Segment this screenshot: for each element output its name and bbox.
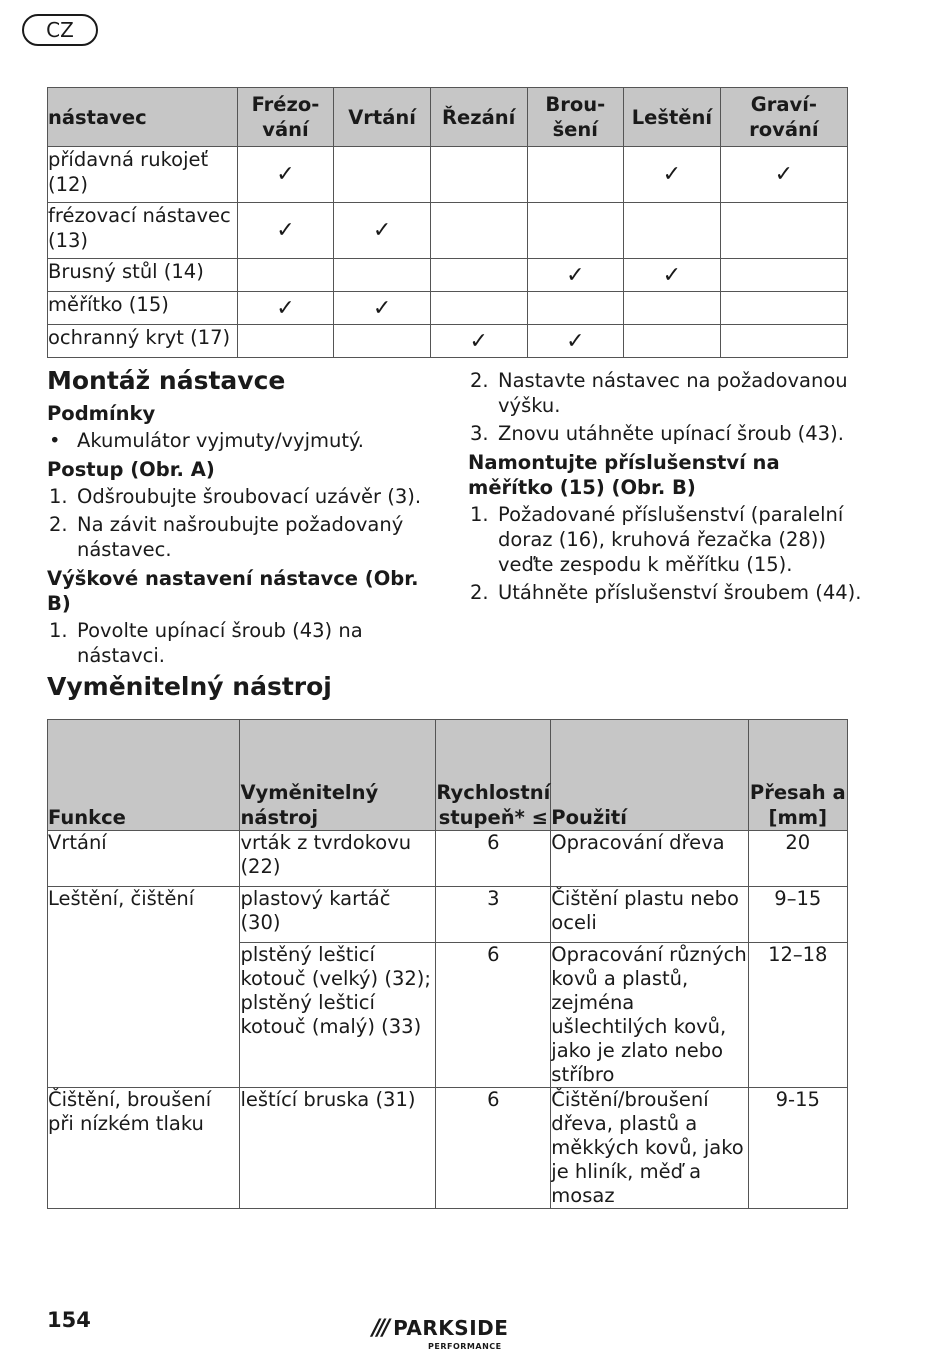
row-name: ochranný kryt (17) [48,325,238,358]
logo-brand-sub: PERFORMANCE [428,1342,502,1351]
list-number: 1. [49,619,68,642]
check-cell [624,325,721,358]
cell-pouziti: Čištění plastu nebo oceli [551,887,748,943]
cell-funkce: Čištění, broušení při nízkém tlaku [48,1088,240,1209]
header-frezovani-l2: vání [262,118,309,141]
list-item [468,580,868,605]
cell-pouziti: Čištění/broušení dřeva, plastů a měkkých kovů, jako je hliník, měď a mosaz [551,1088,748,1209]
list-item [47,512,447,562]
check-cell [430,259,527,292]
check-cell: ✓ [720,147,847,203]
check-cell: ✓ [624,259,721,292]
list-number: 1. [470,503,489,526]
row-name: frézovací nástavec (13) [48,203,238,259]
check-cell [720,292,847,325]
row-name: měřítko (15) [48,292,238,325]
accessory-table-header [48,88,848,147]
header-presah: Přesah a [mm] [748,720,847,831]
cell-stupen: 3 [436,887,551,943]
page-number: 154 [47,1308,91,1332]
row-name: Brusný stůl (14) [48,259,238,292]
list-item [47,618,447,668]
check-cell [624,292,721,325]
table-row [48,831,848,887]
cell-presah: 12–18 [748,943,847,1088]
parkside-logo [372,1316,509,1351]
check-cell [527,292,623,325]
check-cell: ✓ [334,292,431,325]
table-row [48,147,848,203]
check-cell: ✓ [237,292,334,325]
cell-stupen: 6 [436,943,551,1088]
list-item-text: Požadované příslušenství (paralelní doraz (16), kruhová řezačka (28)) veďte zespodu k měřítku (15). [498,503,844,576]
header-lesteni: Leštění [624,88,721,147]
check-cell [430,147,527,203]
vyska-title: Výškové nastavení nástavce (Obr. B) [47,567,419,615]
list-number: 3. [470,422,489,445]
header-frezovani-l1: Frézo- [251,93,320,116]
check-cell [624,203,721,259]
table-row [48,887,848,943]
header-stupen: Rychlostní stupeň* ≤ [436,720,551,831]
header-gravirovani-l1: Graví- [750,93,818,116]
table-row [48,203,848,259]
list-item-text: Utáhněte příslušenství šroubem (44). [498,581,862,604]
check-cell [720,325,847,358]
check-cell: ✓ [430,325,527,358]
tools-table-header [48,720,848,831]
check-cell [237,259,334,292]
row-name: přídavná rukojeť (12) [48,147,238,203]
vyska-list-continued [468,368,868,446]
list-number: 1. [49,485,68,508]
list-number: 2. [470,369,489,392]
list-item [47,428,447,453]
cell-nastroj: vrták z tvrdokovu (22) [240,831,436,887]
header-brouseni [527,88,623,147]
list-item-text: Akumulátor vyjmuty/vyjmutý. [77,429,364,452]
header-vrtani: Vrtání [334,88,431,147]
header-brouseni-l1: Brou- [545,93,606,116]
accessory-table [47,87,848,358]
cell-nastroj: leštící bruska (31) [240,1088,436,1209]
postup-title: Postup (Obr. A) [47,458,215,481]
cell-presah: 20 [748,831,847,887]
language-badge: CZ [22,14,98,46]
tools-table [47,719,848,1209]
podminky-title: Podmínky [47,402,156,425]
list-item-text: Nastavte nástavec na požadovanou výšku. [498,369,848,417]
list-item [47,484,447,509]
header-funkce: Funkce [48,720,240,831]
header-pouziti: Použití [551,720,748,831]
check-cell [720,203,847,259]
cell-presah: 9-15 [748,1088,847,1209]
cell-funkce: Vrtání [48,831,240,887]
montaz-left-column [47,368,447,671]
header-rezani: Řezání [430,88,527,147]
table-row [48,259,848,292]
check-cell: ✓ [237,203,334,259]
cell-pouziti: Opracování různých kovů a plastů, zejména ušlechtilých kovů, jako je zlato nebo stříbro [551,943,747,1086]
cell-nastroj: plstěný lešticí kotouč (velký) (32); plstěný lešticí kotouč (malý) (33) [240,943,436,1088]
header-brouseni-l2: šení [552,118,598,141]
table-row [48,325,848,358]
postup-list [47,484,447,562]
check-cell [237,325,334,358]
montaz-right-column [468,368,868,608]
header-frezovani [237,88,334,147]
list-item-text: Povolte upínací šroub (43) na nástavci. [77,619,363,667]
check-cell [334,259,431,292]
check-cell [527,203,623,259]
list-item-text: Odšroubujte šroubovací uzávěr (3). [77,485,422,508]
check-cell [334,325,431,358]
montaz-title: Montáž nástavce [47,366,286,395]
cell-stupen: 6 [436,831,551,887]
check-cell: ✓ [334,203,431,259]
list-number: 2. [49,513,68,536]
logo-brand: PARKSIDE [393,1316,509,1340]
meritko-title: Namontujte příslušenství na měřítko (15) (Obr. B) [468,451,780,499]
list-item [468,421,868,446]
check-cell [527,147,623,203]
check-cell [334,147,431,203]
header-gravirovani [720,88,847,147]
logo-stripes-icon: /// [372,1316,388,1341]
cell-pouziti: Opracování dřeva [551,831,748,887]
header-gravirovani-l2: rování [749,118,819,141]
list-item-text: Znovu utáhněte upínací šroub (43). [498,422,844,445]
list-item [468,502,868,577]
check-cell: ✓ [527,325,623,358]
table-row [48,292,848,325]
meritko-list [468,502,868,605]
check-cell [720,259,847,292]
table-row [48,1088,848,1209]
list-item [468,368,868,418]
check-cell: ✓ [624,147,721,203]
check-cell [430,203,527,259]
header-nastavec: nástavec [48,88,238,147]
podminky-list [47,428,447,453]
tools-section-title: Vyměnitelný nástroj [47,672,332,701]
list-number: 2. [470,581,489,604]
cell-nastroj: plastový kartáč (30) [240,887,436,943]
cell-funkce: Leštění, čištění [48,887,240,1088]
check-cell: ✓ [237,147,334,203]
list-item-text: Na závit našroubujte požadovaný nástavec. [77,513,404,561]
check-cell [430,292,527,325]
vyska-list [47,618,447,668]
check-cell: ✓ [527,259,623,292]
bullet: • [49,429,61,452]
cell-stupen: 6 [436,1088,551,1209]
header-nastroj: Vyměnitelný nástroj [240,720,436,831]
cell-presah: 9–15 [748,887,847,943]
